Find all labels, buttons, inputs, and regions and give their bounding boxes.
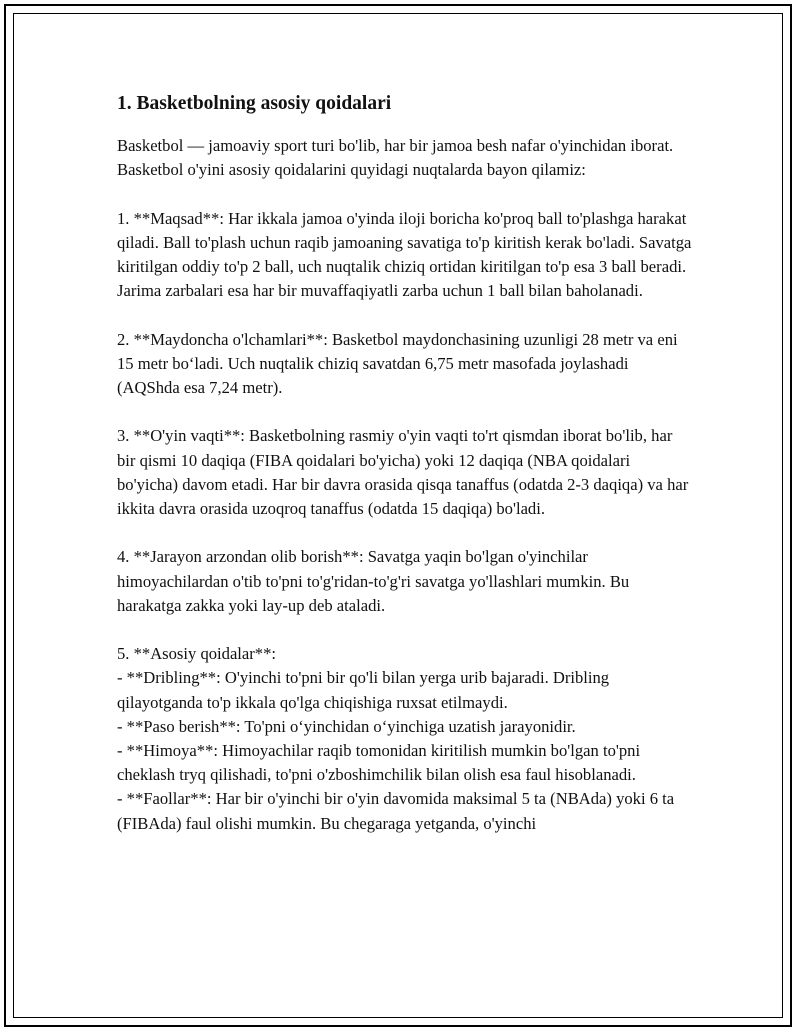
rule-5-main-rules: 5. **Asosiy qoidalar**: - **Dribling**: O'yinchi to'pni bir qo'li bilan yerga urib bajaradi. Dribling qilayotganda to'p ikkala qo'lga chiqishiga ruxsat etilmaydi. - **Paso berish**: To'pni o‘yinchidan o‘yinchiga uzatish jarayonidir. - **Himoya**: Himoyachilar raqib tomonidan kiritilish mumkin bo'lgan to'pni cheklash tryq qilishadi, to'pni o'zboshimchilik bilan olish esa faul hisoblanadi. - **Faollar**: Har bir o'yinchi bir o'yin davomida maksimal 5 ta (NBAda) yoki 6 ta (FIBAda) faul olishi mumkin. Bu chegaraga yetganda, o'yinchi <box>117 644 675 833</box>
rule-3-game-time: 3. **O'yin vaqti**: Basketbolning rasmiy o'yin vaqti to'rt qismdan iborat bo'lib, har bir qismi 10 daqiqa (FIBA qoidalari bo'yicha) yoki 12 daqiqa (NBA qoidalari bo'yicha) davom etadi. Har bir davra orasida qisqa tanaffus (odatda 2-3 daqiqa) va har ikkita davra orasida uzoqroq tanaffus (odatda 15 daqiqa) bo'ladi. <box>117 426 689 518</box>
rule-4-layup: 4. **Jarayon arzondan olib borish**: Savatga yaqin bo'lgan o'yinchilar himoyachilardan o'tib to'pni to'g'ridan-to'g'ri savatga yo'llashlari mumkin. Bu harakatga zakka yoki lay-up deb ataladi. <box>117 547 630 615</box>
intro-paragraph: Basketbol — jamoaviy sport turi bo'lib, har bir jamoa besh nafar o'yinchidan iborat. Basketbol o'yini asosiy qoidalarini quyidagi nuqtalarda bayon qilamiz: <box>117 136 674 180</box>
paragraph-gap <box>117 400 692 424</box>
paragraph-gap <box>117 182 692 206</box>
document-body <box>117 90 692 836</box>
paragraph-gap <box>117 521 692 545</box>
paragraph-gap <box>117 303 692 327</box>
rule-1-goal: 1. **Maqsad**: Har ikkala jamoa o'yinda iloji boricha ko'proq ball to'plashga harakat qiladi. Ball to'plash uchun raqib jamoaning savatiga to'p kiritish kerak bo'ladi. Savatga kiritilgan oddiy to'p 2 ball, uch nuqtalik chiziq ortidan kiritilgan to'p esa 3 ball beradi. Jarima zarbalari esa har bir muvaffaqiyatli zarba uchun 1 ball bilan baholanadi. <box>117 208 692 301</box>
rule-2-court-size: 2. **Maydoncha o'lchamlari**: Basketbol maydonchasining uzunligi 28 metr va eni 15 metr bo‘ladi. Uch nuqtalik chiziq savatdan 6,75 metr masofada joylashadi (AQShda esa 7,24 metr). <box>117 329 678 397</box>
section-heading: 1. Basketbolning asosiy qoidalari <box>117 93 392 114</box>
paragraph-gap <box>117 618 692 642</box>
